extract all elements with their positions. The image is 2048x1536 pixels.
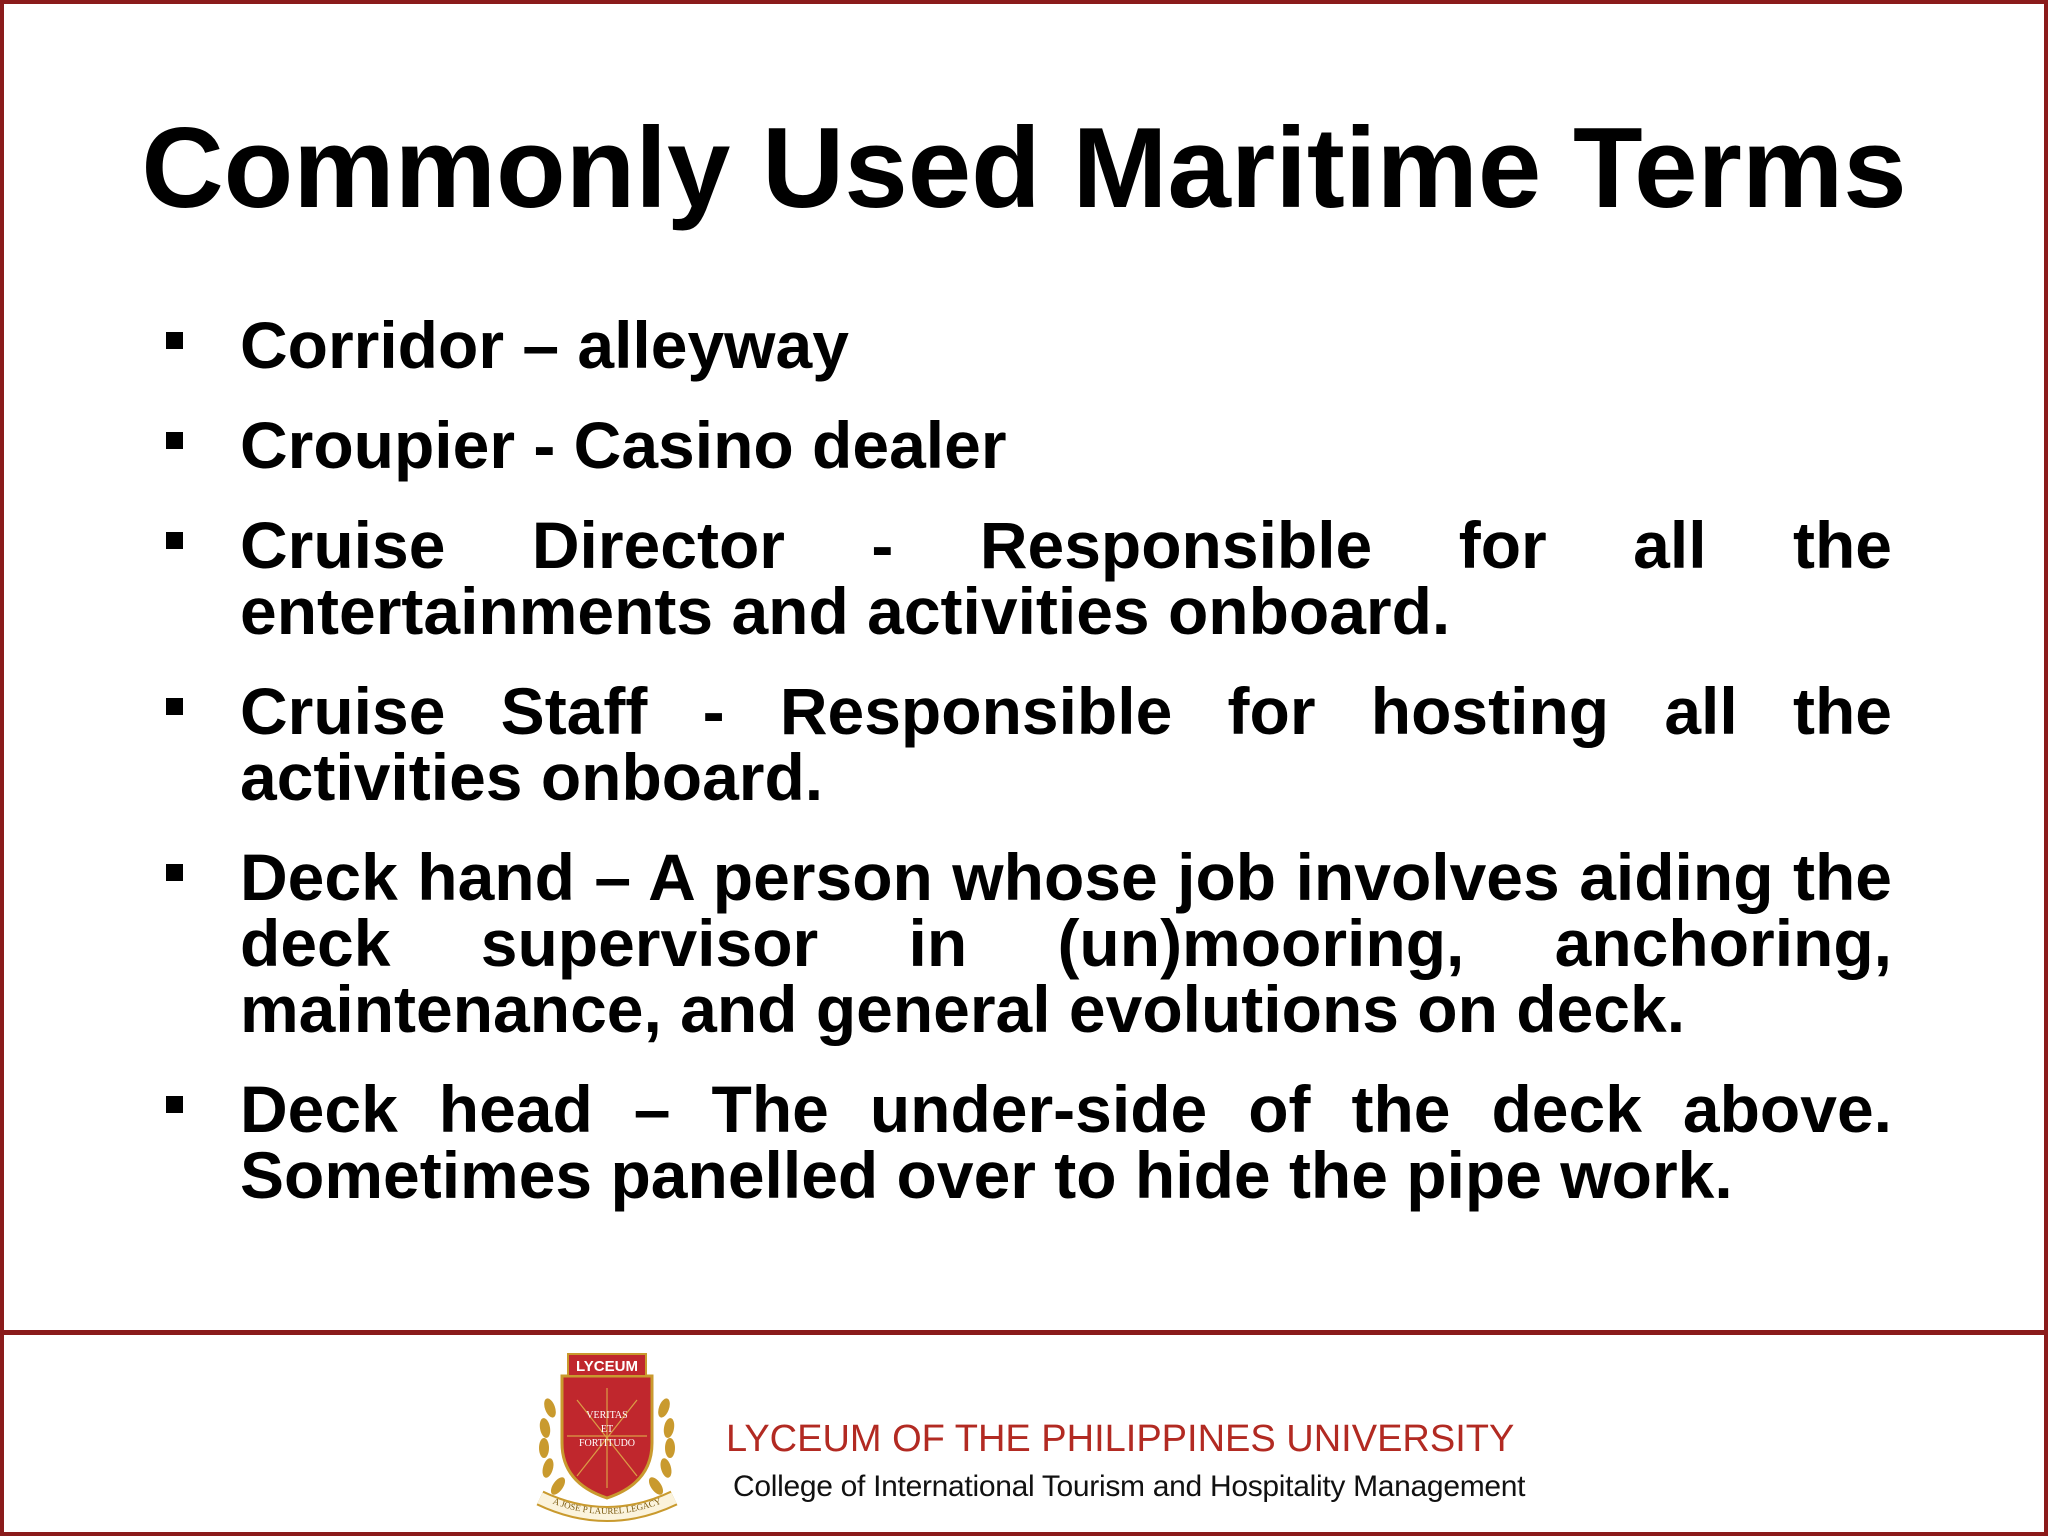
square-bullet-icon (166, 532, 183, 549)
square-bullet-icon (166, 1096, 183, 1113)
university-crest-icon (532, 1348, 682, 1528)
slide-title: Commonly Used Maritime Terms (141, 105, 1907, 232)
term-text: Deck hand – A person whose job involves aiding the deck supervisor in (un)mooring, anchoring, maintenance, and general evolutions on deck. (240, 840, 1892, 1046)
term-item (164, 508, 1892, 648)
svg-text:FORTITUDO: FORTITUDO (578, 1438, 636, 1449)
square-bullet-icon (166, 698, 183, 715)
square-bullet-icon (166, 864, 183, 881)
term-item (164, 308, 1892, 382)
square-bullet-icon (166, 332, 183, 349)
svg-text:VERITAS: VERITAS (586, 1410, 628, 1421)
crest-banner-text: LYCEUM (576, 1358, 638, 1375)
term-text: Corridor – alleyway (240, 308, 849, 382)
term-text: Cruise Director - Responsible for all the entertainments and activities onboard. (240, 508, 1892, 648)
term-text: Deck head – The under-side of the deck above. Sometimes panelled over to hide the pipe work. (240, 1072, 1892, 1212)
term-item (164, 408, 1892, 482)
university-name: LYCEUM OF THE PHILIPPINES UNIVERSITY (726, 1418, 1515, 1460)
svg-text:ET: ET (600, 1424, 614, 1435)
svg-text:A JOSE P LAUREL LEGACY: A JOSE P LAUREL LEGACY (551, 1495, 663, 1517)
term-item (164, 840, 1892, 1046)
footer-divider (4, 1330, 2044, 1335)
square-bullet-icon (166, 432, 183, 449)
college-name: College of International Tourism and Hospitality Management (733, 1470, 1526, 1503)
term-text: Croupier - Casino dealer (240, 408, 1007, 482)
term-item (164, 674, 1892, 814)
term-item (164, 1072, 1892, 1212)
term-text: Cruise Staff - Responsible for hosting all the activities onboard. (240, 674, 1892, 814)
terms-list (164, 308, 1892, 1242)
